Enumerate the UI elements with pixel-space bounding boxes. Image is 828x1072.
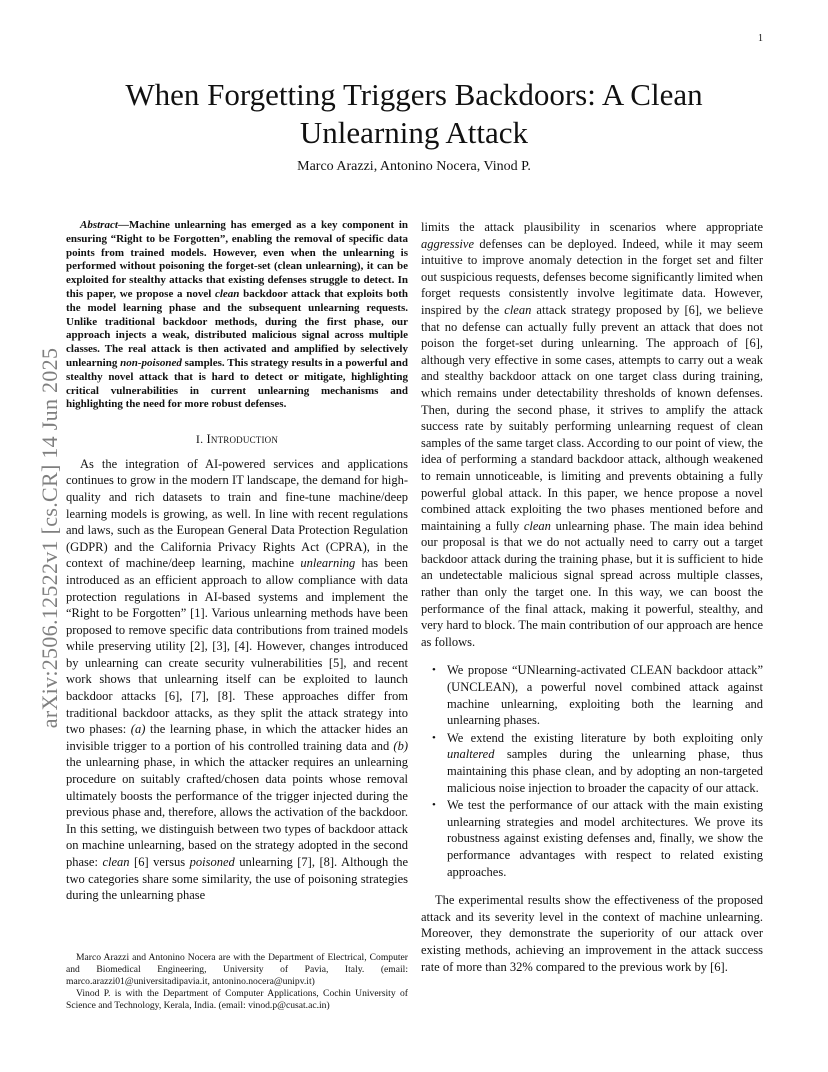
- body-text: attack strategy proposed by [6], we believe that no defense can actually fully prevent an attack that does not poison the forget-set during unlearning. The approach of [6], although very effective in some cases, attempts to carry out a weak and stealthy backdoor attack on one target class during training, which remains under detectability thresholds of known defenses. Then, during the second phase, it strives to amplify the attack success rate by suitably performing unlearning request of clean samples of the same target class. According to our point of view, the idea of performing a standard backdoor attack, although weakened to remain unnoticeable, is limiting and prevents obtaining a fully powerful global attack. In this paper, we hence propose a novel combined attack exploiting the two phases mentioned before and maintaining a fully: [421, 302, 763, 533]
- body-text: the learning phase, in which the attacker hides an invisible trigger to a portion of his controlled training data and: [66, 722, 408, 753]
- list-item-text: We extend the existing literature by both exploiting only: [447, 730, 763, 745]
- abstract-heading: Abstract: [80, 219, 118, 231]
- emphasis: (b): [393, 738, 408, 753]
- page-number: 1: [758, 33, 763, 44]
- abstract: [66, 219, 408, 412]
- contribution-list: [421, 662, 763, 880]
- body-text: has been introduced as an efficient approach to allow compliance with data protection regulations in AI-based systems and implement the “Right to be Forgotten” [1]. Various unlearning methods have been proposed to remove specific data contributions from trained models while preserving utility [2], [3], [4]. However, changes introduced by unlearning can create security vulnerabilities [5], and recent work shows that unlearning itself can be exploited to launch backdoor attacks [6], [7], [8]. These approaches differ from traditional backdoor attacks, as they split the attack strategy into two phases:: [66, 556, 408, 737]
- paper-title: [66, 76, 762, 152]
- body-text: unlearning [7], [8]. Although the two categories share some similarity, the use of poisoning strategies during the unlearning phase: [66, 855, 408, 903]
- emphasis: clean: [102, 855, 130, 869]
- footnote-affiliation-2: Vinod P. is with the Department of Computer Applications, Cochin University of Science and Technology, Kerala, India. (email: vinod.p@cusat.ac.in): [66, 988, 408, 1011]
- emphasis: clean: [504, 302, 532, 317]
- emphasis: unlearning: [300, 556, 356, 571]
- abstract-text: samples. This strategy results in a powerful and stealthy novel attack that is hard to detect or mitigate, highlighting critical vulnerabilities in current unlearning mechanisms and highlighting the need for more robust defenses.: [66, 356, 408, 411]
- abstract-emphasis: non-poisoned: [120, 356, 182, 369]
- results-paragraph: The experimental results show the effectiveness of the proposed attack and its severity level in the context of machine unlearning. Moreover, they demonstrate the superiority of our attack over existing methods, achieving an improvement in the attack success rate of more than 32% compared to the previous work by [6].: [421, 893, 763, 974]
- abstract-text: Machine unlearning has emerged as a key component in ensuring “Right to be Forgotten”, enabling the removal of specific data points from trained models. However, even when the unlearning is performed without poisoning the forget-set (clean unlearning), it can be exploited for stealthy attacks that existing defenses struggle to detect. In this paper, we propose a novel: [66, 219, 408, 300]
- footnote-affiliation-1: Marco Arazzi and Antonino Nocera are with the Department of Electrical, Computer and Biomedical Engineering, University of Pavia, Italy. (email: marco.arazzi01@universitadipavia.it, antonino.nocera@unipv.it): [66, 952, 408, 987]
- bullet-icon: •: [432, 731, 436, 744]
- body-text: limits the attack plausibility in scenarios where appropriate: [421, 220, 763, 234]
- emphasis: aggressive: [421, 236, 474, 251]
- emphasis: unaltered: [447, 747, 495, 762]
- list-item-text: samples during the unlearning phase, thus maintaining this phase clean, and by adopting an non-targeted malicious noise injection to broader the capacity of our attack.: [447, 747, 763, 795]
- intro-paragraph-continued: [421, 219, 763, 650]
- list-item-text: We test the performance of our attack with the main existing unlearning strategies and model architectures. We prove its robustness against existing defenses and, finally, we show the performance advantages with respect to related existing approaches.: [447, 798, 763, 879]
- body-text: unlearning phase. The main idea behind our proposal is that we do not actually need to carry out a target backdoor attack during the training phase, but it is sufficient to hide an undetectable malicious signal spread across multiple classes, rather than only the target one. In this way, we can boost the performance of the final attack, making it powerful, stealthy, and very hard to block. The main contribution of our approach are hence as follows.: [421, 518, 764, 649]
- title-line-2: Unlearning Attack: [299, 115, 529, 150]
- footnotes: [66, 952, 408, 1012]
- section-heading-introduction: [66, 431, 408, 448]
- right-column: [421, 219, 763, 975]
- list-item: [432, 797, 763, 880]
- intro-paragraph: [66, 456, 408, 904]
- emphasis: poisoned: [189, 855, 235, 869]
- abstract-dash: —: [117, 219, 129, 231]
- list-item-text: We propose “UNlearning-activated CLEAN backdoor attack” (UNCLEAN), a powerful novel combined attack against machine unlearning, exploiting both the learning and unlearning phases.: [447, 663, 763, 728]
- abstract-emphasis: clean: [214, 287, 240, 300]
- section-title: Introduction: [206, 432, 279, 447]
- list-item: [432, 662, 763, 728]
- bullet-icon: •: [432, 799, 436, 812]
- left-column: [66, 219, 408, 904]
- title-line-1: When Forgetting Triggers Backdoors: A Clean: [125, 77, 703, 112]
- list-item: [432, 730, 763, 796]
- arxiv-identifier: arXiv:2506.12522v1 [cs.CR] 14 Jun 2025: [37, 347, 62, 729]
- author-list: Marco Arazzi, Antonino Nocera, Vinod P.: [297, 159, 531, 174]
- emphasis: (a): [130, 722, 146, 737]
- body-text: As the integration of AI-powered services and applications continues to grow in the modern IT landscape, the demand for high-quality and rich datasets to train and fine-tune machine/deep learning models is growing, as well. In line with recent regulations and laws, such as the European General Data Protection Regulation (GDPR) and the California Privacy Rights Act (CPRA), in the context of machine/deep learning, machine: [66, 456, 408, 571]
- section-number: I.: [195, 432, 207, 447]
- body-text: the unlearning phase, in which the attacker requires an unlearning procedure on suitably crafted/chosen data points whose removal ultimately boosts the performance of the trigger injected during the previous phase and, therefore, allows the activation of the backdoor. In this setting, we distinguish between two types of backdoor attack on machine unlearning, based on the strategy adopted in the second phase:: [66, 755, 408, 869]
- abstract-text: backdoor attack that exploits both the model learning phase and the subsequent unlearning requests. Unlike traditional backdoor methods, during the first phase, our approach injects a weak, distributed malicious signal across multiple classes. The real attack is then activated and amplified by selectively unlearning: [66, 287, 408, 369]
- body-text: [6] versus: [129, 855, 190, 869]
- emphasis: clean: [523, 518, 551, 533]
- body-text: defenses can be deployed. Indeed, while it may seem intuitive to improve anomaly detection in the forget set and filter out suspicious requests, defenses become significantly limited when forget requests consistently involve legitimate data. However, inspired by the: [421, 236, 763, 317]
- bullet-icon: •: [432, 664, 436, 677]
